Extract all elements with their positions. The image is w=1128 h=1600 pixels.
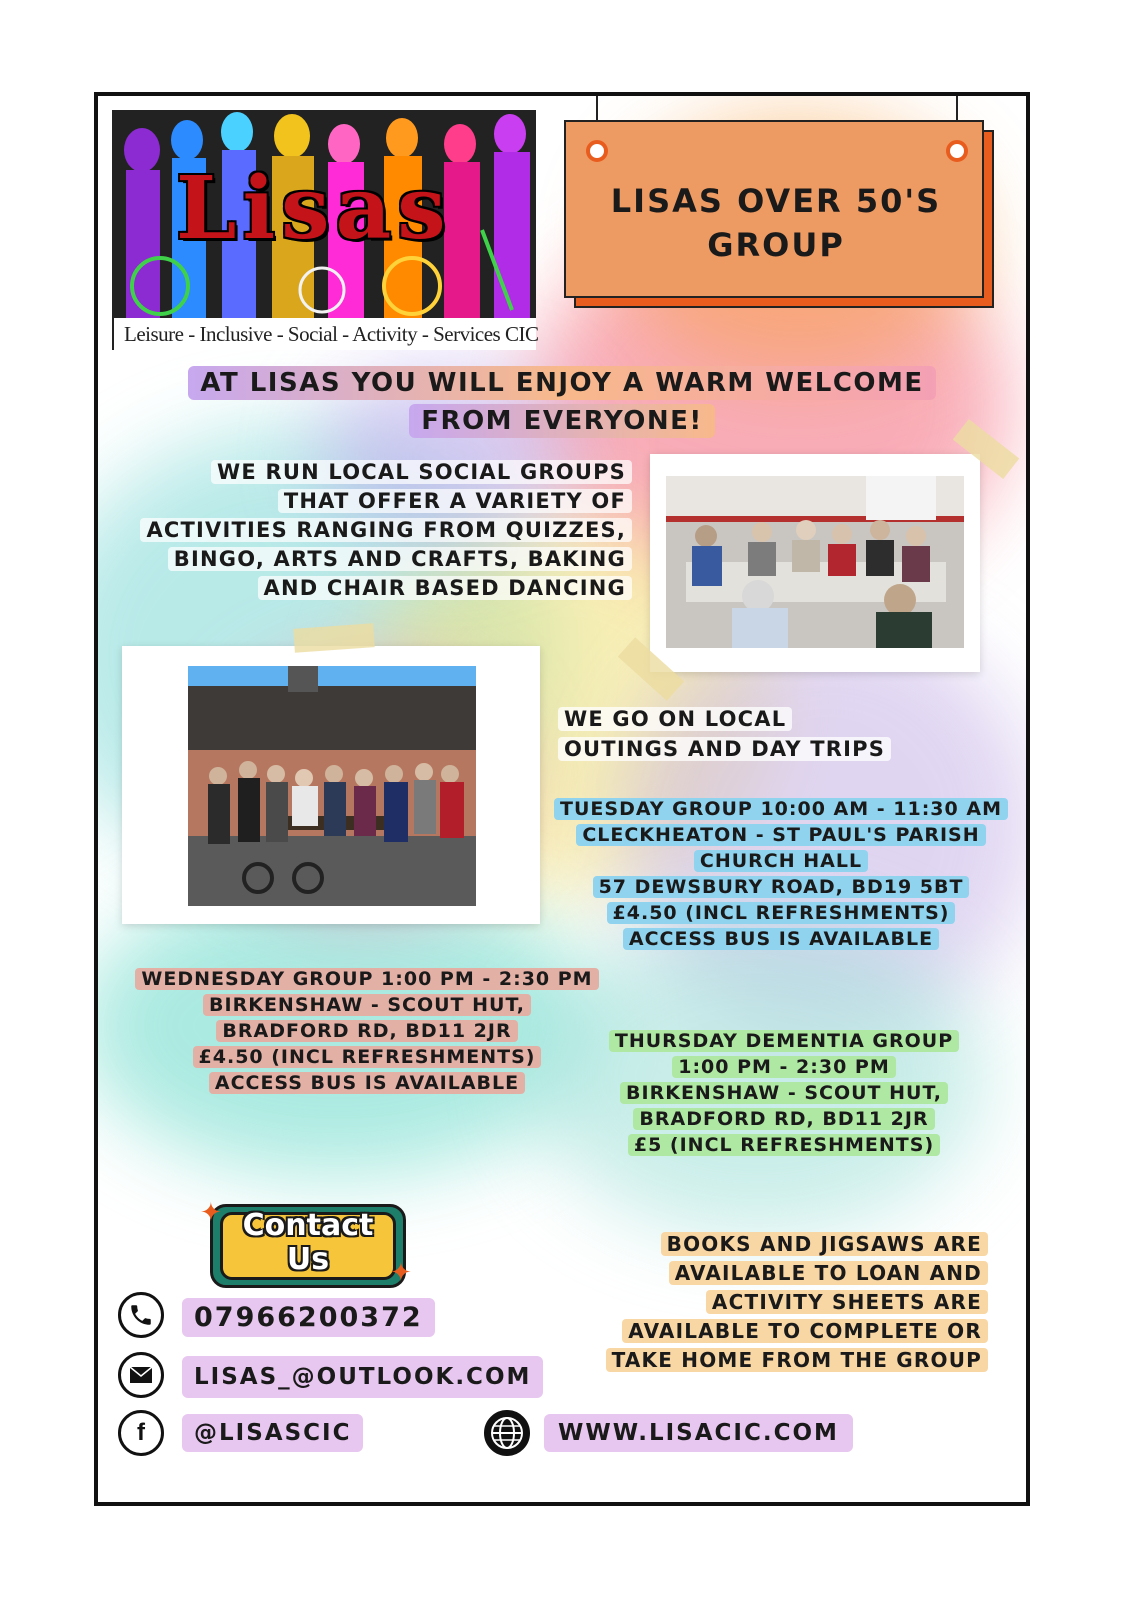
welcome-heading xyxy=(98,366,1026,438)
facebook-handle[interactable]: @LISASCIC xyxy=(182,1414,363,1452)
tuesday-line: CHURCH HALL xyxy=(694,850,868,872)
photo-outing-image xyxy=(188,666,476,906)
contact-us-badge xyxy=(200,1198,412,1288)
thursday-line: 1:00 PM - 2:30 PM xyxy=(672,1056,896,1078)
lisas-logo xyxy=(112,110,539,350)
page-title-line2: GROUP xyxy=(707,226,845,264)
books-line: BOOKS AND JIGSAWS ARE xyxy=(661,1232,988,1256)
thursday-line: £5 (INCL REFRESHMENTS) xyxy=(628,1134,940,1156)
logo-tagline: Leisure - Inclusive - Social - Activity - Services CIC xyxy=(112,318,536,350)
page-title-line1: LISAS OVER 50'S xyxy=(610,182,942,220)
activities-line: THAT OFFER A VARIETY OF xyxy=(278,489,632,513)
tuesday-line: ACCESS BUS IS AVAILABLE xyxy=(623,928,939,950)
thursday-line: BRADFORD RD, BD11 2JR xyxy=(633,1108,934,1130)
poster-frame xyxy=(94,92,1030,1506)
outings-line: OUTINGS AND DAY TRIPS xyxy=(558,737,891,761)
facebook-icon: f xyxy=(118,1410,164,1456)
activities-line: AND CHAIR BASED DANCING xyxy=(258,576,632,600)
contact-badge-line1: Contact xyxy=(242,1208,374,1243)
globe-icon xyxy=(484,1410,530,1456)
outings-text xyxy=(558,704,891,764)
phone-number[interactable]: 07966200372 xyxy=(182,1298,435,1337)
email-address[interactable]: LISAS_@OUTLOOK.COM xyxy=(182,1356,543,1398)
books-line: AVAILABLE TO COMPLETE OR xyxy=(622,1319,988,1343)
activities-text xyxy=(112,458,632,603)
logo-brand-text: Lisas xyxy=(176,158,452,259)
welcome-line1: AT LISAS YOU WILL ENJOY A WARM WELCOME xyxy=(188,366,935,400)
activities-line: ACTIVITIES RANGING FROM QUIZZES, xyxy=(140,518,632,542)
outings-line: WE GO ON LOCAL xyxy=(558,707,792,731)
thursday-line: THURSDAY DEMENTIA GROUP xyxy=(609,1030,959,1052)
wednesday-line: £4.50 (INCL REFRESHMENTS) xyxy=(193,1046,542,1068)
books-jigsaws-info xyxy=(558,1230,988,1375)
welcome-line2: FROM EVERYONE! xyxy=(409,404,714,438)
pin-right-icon xyxy=(946,140,968,162)
contact-badge-line2: Us xyxy=(286,1242,330,1277)
website-link[interactable]: WWW.LISACIC.COM xyxy=(544,1414,853,1452)
activities-line: BINGO, ARTS AND CRAFTS, BAKING xyxy=(168,547,632,571)
photo-indoor-activity xyxy=(650,454,980,672)
tuesday-line: 57 DEWSBURY ROAD, BD19 5BT xyxy=(593,876,970,898)
books-line: ACTIVITY SHEETS ARE xyxy=(706,1290,988,1314)
tuesday-line: TUESDAY GROUP 10:00 AM - 11:30 AM xyxy=(554,798,1008,820)
photo-outing-group xyxy=(122,646,540,924)
wednesday-line: ACCESS BUS IS AVAILABLE xyxy=(209,1072,525,1094)
tuesday-line: £4.50 (INCL REFRESHMENTS) xyxy=(607,902,956,924)
books-line: TAKE HOME FROM THE GROUP xyxy=(606,1348,988,1372)
title-sign xyxy=(564,96,1004,326)
books-line: AVAILABLE TO LOAN AND xyxy=(669,1261,988,1285)
wednesday-line: BRADFORD RD, BD11 2JR xyxy=(216,1020,517,1042)
wednesday-line: BIRKENSHAW - SCOUT HUT, xyxy=(203,994,531,1016)
wednesday-group-info xyxy=(122,966,612,1096)
wednesday-line: WEDNESDAY GROUP 1:00 PM - 2:30 PM xyxy=(135,968,598,990)
title-box xyxy=(564,120,984,298)
phone-icon xyxy=(118,1292,164,1338)
sparkle-icon: ✦ xyxy=(200,1198,222,1228)
email-icon xyxy=(118,1352,164,1398)
tuesday-group-info xyxy=(544,796,1018,952)
thursday-line: BIRKENSHAW - SCOUT HUT, xyxy=(620,1082,948,1104)
tuesday-line: CLECKHEATON - ST PAUL'S PARISH xyxy=(576,824,985,846)
thursday-group-info xyxy=(584,1028,984,1158)
sparkle-icon: ✦ xyxy=(390,1258,412,1288)
pin-left-icon xyxy=(586,140,608,162)
photo-indoor-image xyxy=(666,476,964,648)
activities-line: WE RUN LOCAL SOCIAL GROUPS xyxy=(211,460,632,484)
